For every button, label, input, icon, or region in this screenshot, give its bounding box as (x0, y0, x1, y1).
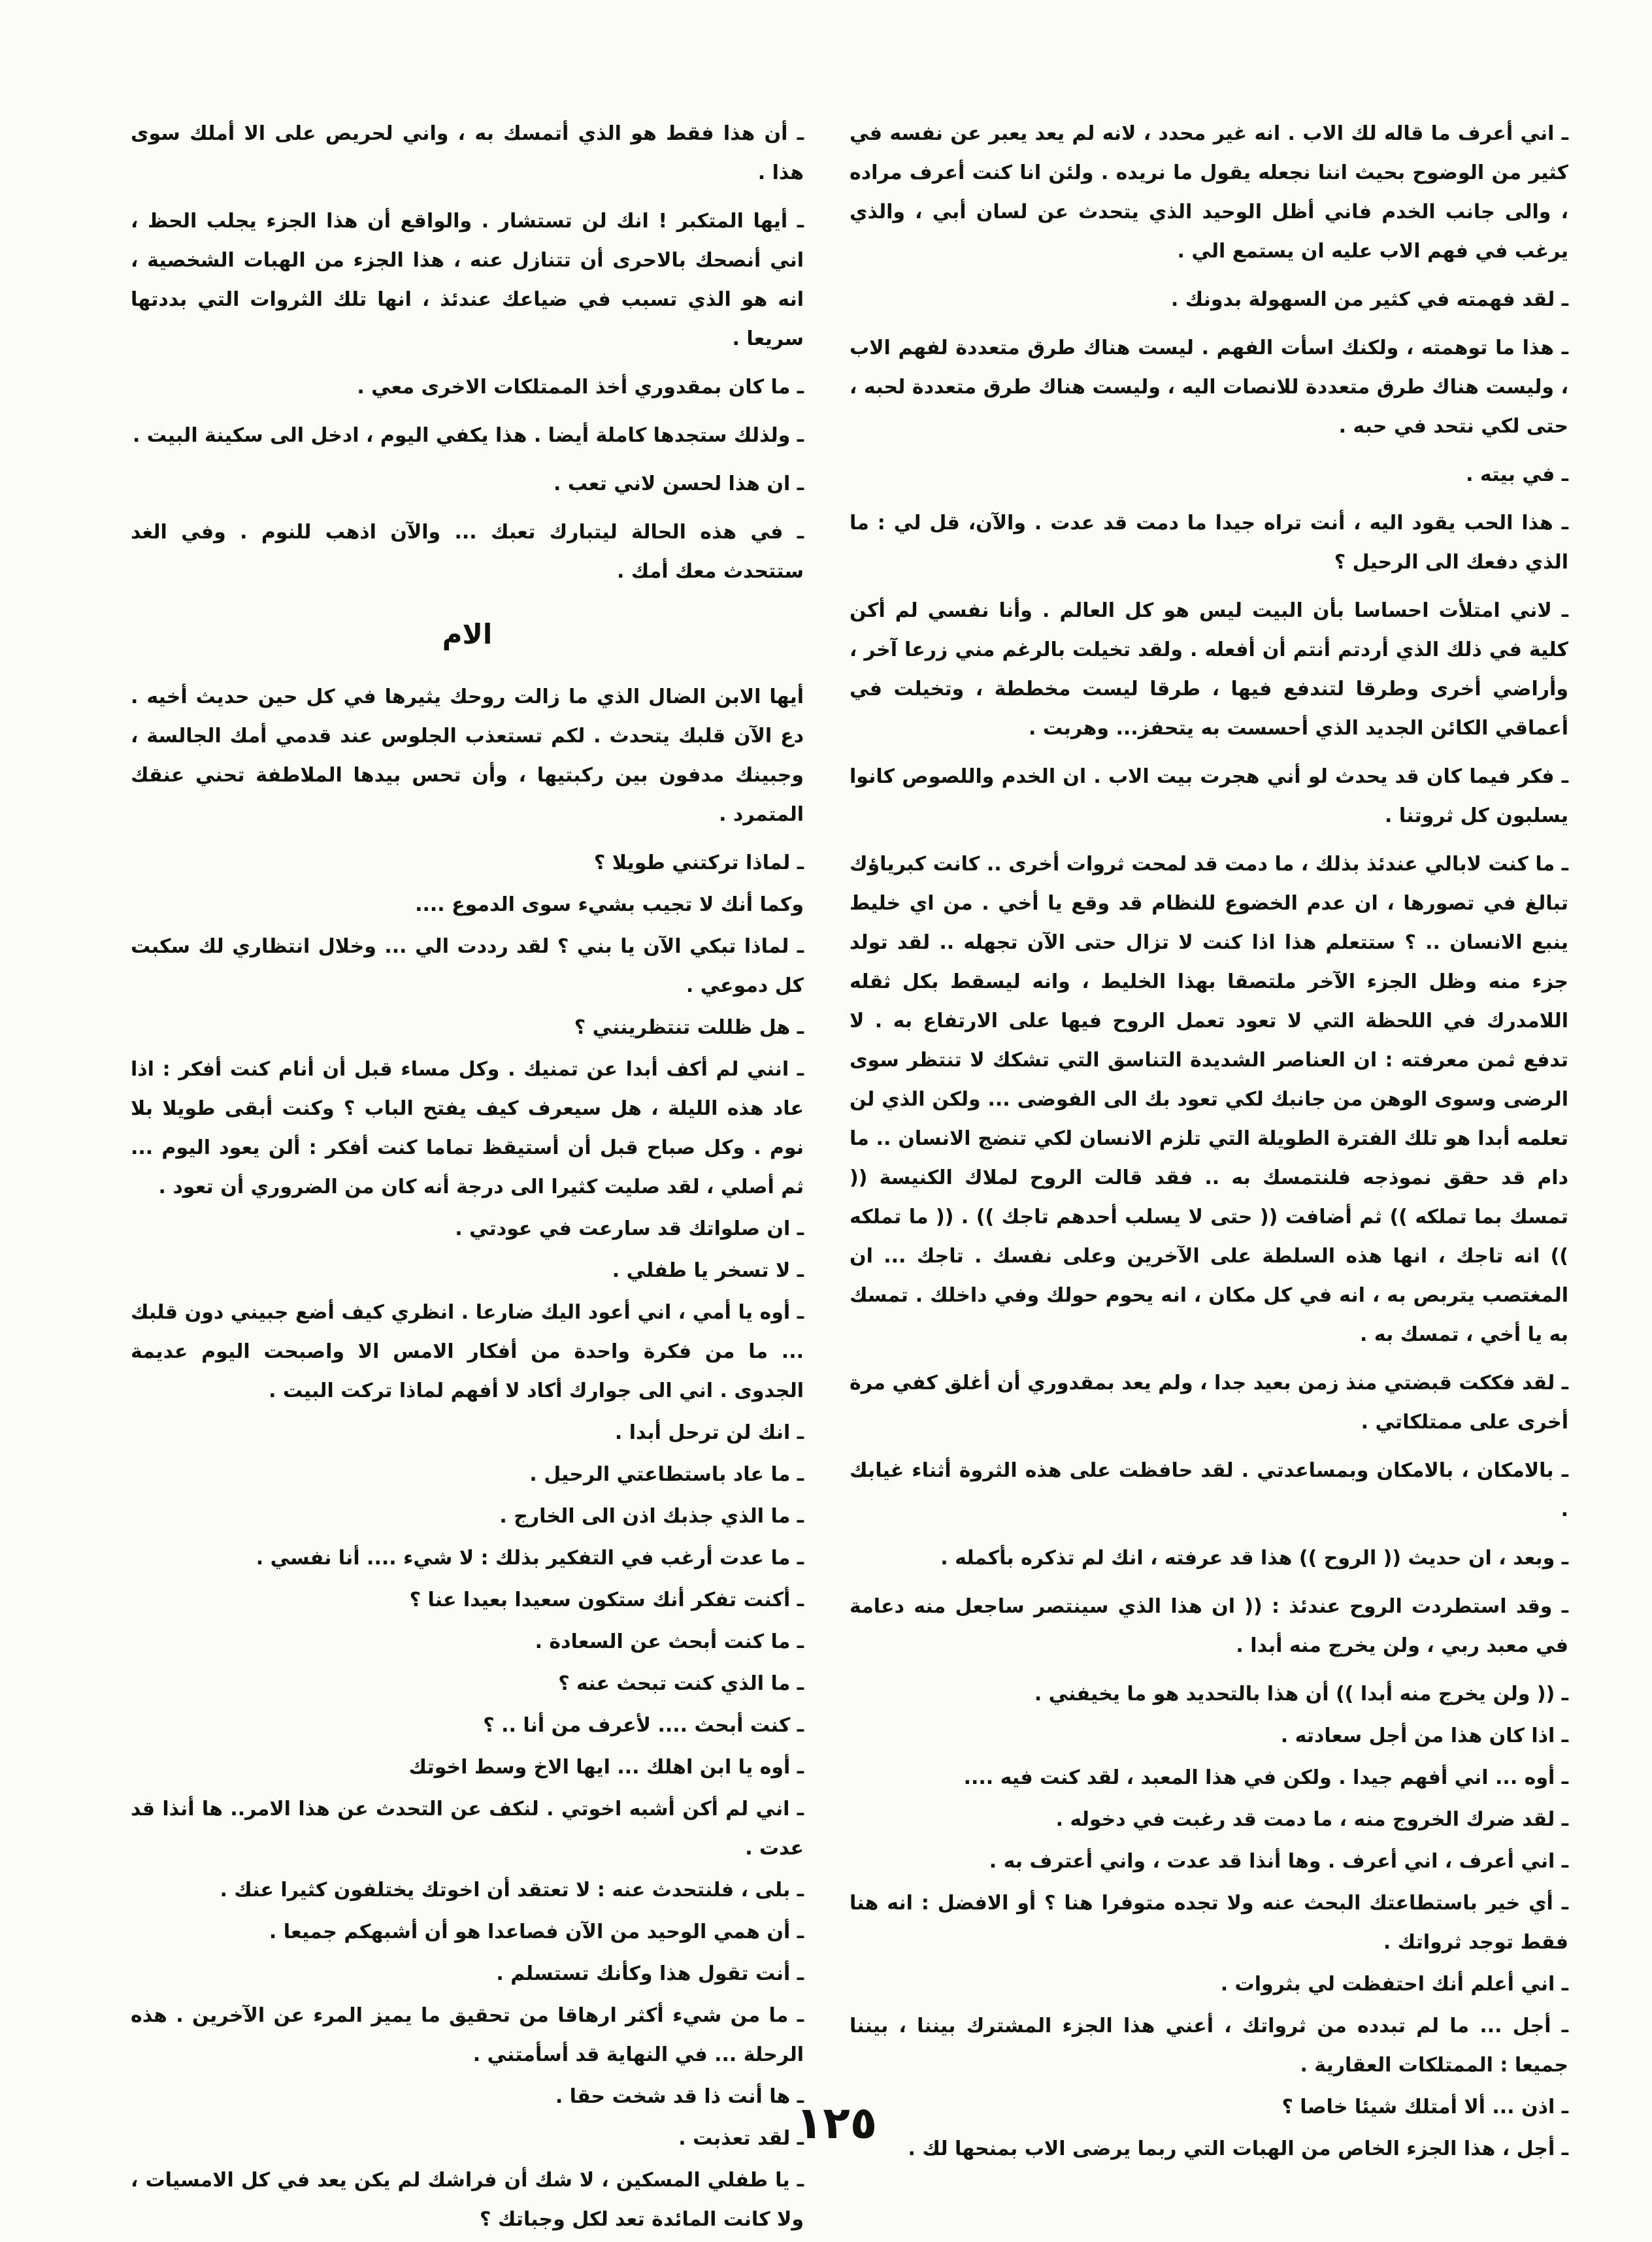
dialogue-paragraph: ـ ان هذا لحسن لاني تعب . (553, 472, 804, 495)
dialogue-paragraph: ـ في بيته . (1466, 463, 1568, 486)
dialogue-paragraph: ـ لاني امتلأت احساسا بأن البيت ليس هو كل العالم . وأنا نفسي لم أكن كلية في ذلك الذي أردتم أنتم أن أفعله . ولقد تخيلت بالرغم مني زرعا آخر ، وأراضي أخرى وطرقا لتندفع فيها ، طرقا ليست مخططة ، وتخيلت في أعماقي الكائن الجديد الذي أحسست به يتحفز... وهربت . (850, 599, 1568, 740)
dialogue-paragraph: ـ أن همي الوحيد من الآن فصاعدا هو أن أشبهكم جميعا . (269, 1921, 804, 1943)
dialogue-paragraph: ـ ما الذي جذبك اذن الى الخارج . (499, 1505, 804, 1528)
dialogue-paragraph: ـ ان صلواتك قد سارعت في عودتي . (455, 1217, 804, 1240)
dialogue-paragraph: ـ أي خير باستطاعتك البحث عنه ولا تجده متوفرا هنا ؟ أو الافضل : انه هنا فقط توجد ثرواتك . (850, 1892, 1568, 1954)
dialogue-paragraph: ـ لماذا تبكي الآن يا بني ؟ لقد رددت الي ... وخلال انتظاري لك سكبت كل دموعي . (131, 935, 804, 997)
dialogue-paragraph: ـ ما الذي كنت تبحث عنه ؟ (558, 1672, 804, 1695)
dialogue-paragraph: ـ أوه ... اني أفهم جيدا . ولكن في هذا المعبد ، لقد كنت فيه .... (963, 1766, 1568, 1789)
dialogue-paragraph: ـ لقد فككت قبضتي منذ زمن بعيد جدا ، ولم يعد بمقدوري أن أغلق كفي مرة أخرى على ممتلكاتي . (850, 1372, 1568, 1434)
section-title: الام (442, 618, 493, 650)
dialogue-paragraph: ـ (( ولن يخرج منه أبدا )) أن هذا بالتحديد هو ما يخيفني . (1034, 1683, 1568, 1706)
page-number: ١٢٥ (795, 2098, 878, 2149)
dialogue-paragraph: ـ ما كنت أبحث عن السعادة . (535, 1630, 804, 1653)
dialogue-paragraph: ـ أيها المتكبر ! انك لن تستشار . والواقع أن هذا الجزء يجلب الحظ ، اني أنصحك بالاحرى أن تتنازل عنه ، هذا الجزء من الهبات الشخصية ، انه هو الذي تسبب في ضياعك عندئذ ، انها تلك الثروات التي بددتها سريعا . (131, 210, 804, 350)
dialogue-paragraph: ـ بالامكان ، بالامكان وبمساعدتي . لقد حافظت على هذه الثروة أثناء غيابك . (850, 1459, 1568, 1521)
dialogue-paragraph: ـ ها أنت ذا قد شخت حقا . (555, 2085, 804, 2108)
dialogue-paragraph: ـ أوه يا ابن اهلك ... ايها الاخ وسط اخوتك (408, 1756, 804, 1779)
dialogue-paragraph: ـ بلى ، فلنتحدث عنه : لا تعتقد أن اخوتك يختلفون كثيرا عنك . (220, 1879, 804, 1902)
dialogue-paragraph: ـ لقد ضرك الخروج منه ، ما دمت قد رغبت في دخوله . (1055, 1808, 1568, 1831)
dialogue-paragraph: ـ اذن ... ألا أمتلك شيئا خاصا ؟ (1281, 2096, 1568, 2118)
dialogue-paragraph: ـ اذا كان هذا من أجل سعادته . (1280, 1724, 1568, 1747)
dialogue-paragraph: ـ فكر فيما كان قد يحدث لو أني هجرت بيت الاب . ان الخدم واللصوص كانوا يسلبون كل ثروتنا . (850, 765, 1568, 827)
dialogue-paragraph: ـ لقد فهمته في كثير من السهولة بدونك . (1170, 288, 1568, 311)
dialogue-paragraph: ـ ما عاد باستطاعتي الرحيل . (529, 1463, 804, 1486)
dialogue-paragraph: ـ يا طفلي المسكين ، لا شك أن فراشك لم يكن يعد في كل الامسيات ، ولا كانت المائدة تعد لكل وجباتك ؟ (131, 2169, 804, 2231)
dialogue-paragraph: ـ وقد استطردت الروح عندئذ : (( ان هذا الذي سينتصر ساجعل منه دعامة في معبد ربي ، ولن يخرج منه أبدا . (850, 1595, 1568, 1657)
dialogue-paragraph: ـ ما كنت لابالي عندئذ بذلك ، ما دمت قد لمحت ثروات أخرى .. كانت كبرياؤك تبالغ في تصورها ، ان عدم الخضوع للنظام قد وقع يا أخي . من اي خليط ينبع الانسان .. ؟ ستتعلم هذا اذا كنت لا تزال حتى الآن تجهله .. لقد تولد جزء منه وظل الجزء الآخر ملتصقا بهذا الخليط ، وانه ليسقط بكل ثقله اللامدرك في اللحظة التي لا تعود تعمل الروح فيها على الارتفاع به . لا تدفع ثمن معرفته : ان العناصر الشديدة التناسق التي تشكك لا تنتظر سوى الرضى وسوى الوهن من جانبك لكي تعود بك الى الفوضى ... ولكن الذي لن تعلمه أبدا هو تلك الفترة الطويلة التي تلزم الانسان لكي تنضج الانسان .. ما دام قد حقق نموذجه فلنتمسك به .. فقد قالت الروح لملاك الكنيسة (( تمسك بما تملكه )) ثم أضافت (( حتى لا يسلب أحدهم تاجك )) . (( ما تملكه )) انه تاجك ، انها هذه السلطة على الآخرين وعلى نفسك . تاجك ... ان المغتصب يتربص به ، انه في كل مكان ، انه يحوم حولك وفي داخلك . تمسك به يا أخي ، تمسك به . (850, 853, 1568, 1346)
dialogue-paragraph: ـ أجل ، هذا الجزء الخاص من الهبات التي ربما يرضى الاب بمنحها لك . (908, 2137, 1568, 2160)
dialogue-paragraph: ـ ما كان بمقدوري أخذ الممتلكات الاخرى معي . (357, 376, 804, 399)
dialogue-paragraph: ـ هل ظللت تنتظرينني ؟ (574, 1016, 804, 1039)
dialogue-paragraph: ـ أجل ... ما لم تبدده من ثرواتك ، أعني هذا الجزء المشترك بيننا ، بيننا جميعا : الممتلكات العقارية . (850, 2015, 1568, 2077)
right-column (850, 114, 1568, 2171)
left-column (131, 114, 804, 2242)
dialogue-paragraph: ـ اني لم أكن أشبه اخوتي . لنكف عن التحدث عن هذا الامر.. ها أنذا قد عدت . (131, 1798, 804, 1860)
dialogue-paragraph: ـ أنت تقول هذا وكأنك تستسلم . (496, 1962, 804, 1985)
dialogue-paragraph: ـ لماذا تركتني طويلا ؟ (593, 851, 804, 874)
dialogue-paragraph: ـ ولذلك ستجدها كاملة أيضا . هذا يكفي اليوم ، ادخل الى سكينة البيت . (132, 424, 804, 447)
dialogue-paragraph: ـ أكنت تفكر أنك ستكون سعيدا بعيدا عنا ؟ (409, 1589, 804, 1611)
dialogue-paragraph: ـ لقد تعذبت . (678, 2127, 804, 2150)
dialogue-paragraph: ـ أوه يا أمي ، اني أعود اليك ضارعا . انظري كيف أضع جبيني دون قلبك ... ما من فكرة واحدة من أفكار الامس الا واصبحت اليوم عديمة الجدوى . اني الى جوارك أكاد لا أفهم لماذا تركت البيت . (131, 1301, 804, 1402)
dialogue-paragraph: ـ في هذه الحالة ليتبارك تعبك ... والآن اذهب للنوم . وفي الغد ستتحدث معك أمك . (131, 521, 804, 583)
dialogue-paragraph: ـ انك لن ترحل أبدا . (614, 1421, 804, 1444)
dialogue-paragraph: ـ اني أعرف ، اني أعرف . وها أنذا قد عدت ، واني أعترف به . (989, 1850, 1568, 1873)
dialogue-paragraph: ـ اني أعلم أنك احتفظت لي بثروات . (1220, 1973, 1568, 1996)
narration-paragraph: أيها الابن الضال الذي ما زالت روحك يثيرها في كل حين حديث أخيه . دع الآن قلبك يتحدث . لكم تستعذب الجلوس عند قدمي أمك الجالسة ، وجبينك مدفون بين ركبتيها ، وأن تحس بيدها الملاطفة تحني عنقك المتمرد . (131, 685, 804, 826)
dialogue-paragraph: ـ وبعد ، ان حديث (( الروح )) هذا قد عرفته ، انك لم تذكره بأكمله . (940, 1547, 1568, 1570)
dialogue-paragraph: ـ لا تسخر يا طفلي . (612, 1259, 804, 1282)
dialogue-paragraph: ـ أن هذا فقط هو الذي أتمسك به ، واني لحريص على الا أملك سوى هذا . (131, 122, 804, 184)
dialogue-paragraph: ـ كنت أبحث .... لأعرف من أنا .. ؟ (483, 1714, 804, 1737)
dialogue-paragraph: ـ ما عدت أرغب في التفكير بذلك : لا شيء .... أنا نفسي . (256, 1547, 804, 1570)
dialogue-paragraph: ـ اني أعرف ما قاله لك الاب . انه غير محدد ، لانه لم يعد يعبر عن نفسه في كثير من الوضوح بحيث اننا نجعله يقول ما نريده . ولئن انا كنت أعرف مراده ، والى جانب الخدم فاني أظل الوحيد الذي يتحدث عن لسان أبي ، والذي يرغب في فهم الاب عليه ان يستمع الي . (850, 122, 1568, 263)
dialogue-paragraph: ـ هذا الحب يقود اليه ، أنت تراه جيدا ما دمت قد عدت . والآن، قل لي : ما الذي دفعك الى الرحيل ؟ (850, 512, 1568, 574)
dialogue-paragraph: ـ هذا ما توهمته ، ولكنك اسأت الفهم . ليست هناك طرق متعددة لفهم الاب ، وليست هناك طرق متعددة للانصات اليه ، وليست هناك طرق متعددة لحبه ، حتى لكي نتحد في حبه . (850, 337, 1568, 438)
dialogue-paragraph: ـ ما من شيء أكثر ارهاقا من تحقيق ما يميز المرء عن الآخرين . هذه الرحلة ... في النهاية قد أسأمتني . (131, 2004, 804, 2066)
dialogue-paragraph: وكما أنك لا تجيب بشيء سوى الدموع .... (415, 893, 804, 916)
dialogue-paragraph: ـ انني لم أكف أبدا عن تمنيك . وكل مساء قبل أن أنام كنت أفكر : اذا عاد هذه الليلة ، هل سيعرف كيف يفتح الباب ؟ وكنت أبقى طويلا بلا نوم . وكل صباح قبل أن أستيقظ تماما كنت أفكر : ألن يعود اليوم ... ثم أصلي ، لقد صليت كثيرا الى درجة أنه كان من الضروري أن تعود . (131, 1058, 804, 1198)
